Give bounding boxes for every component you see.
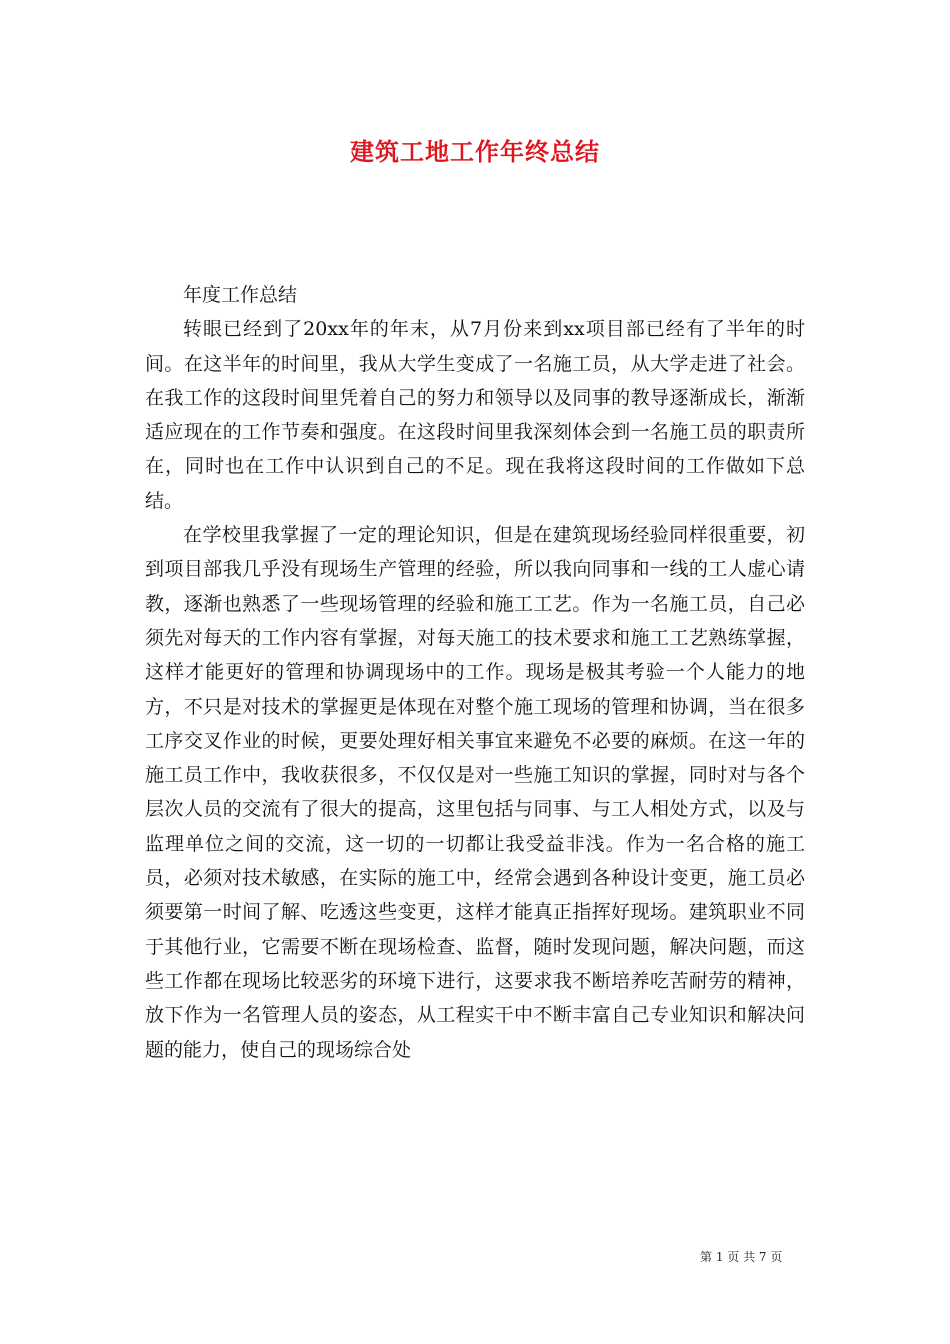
paragraph-intro: 转眼已经到了20xx年的年末，从7月份来到xx项目部已经有了半年的时间。在这半年的时间里，我从大学生变成了一名施工员，从大学走进了社会。在我工作的这段时间里凭着自己的努力和领导以及同事的教导逐渐成长，渐渐适应现在的工作节奏和强度。在这段时间里我深刻体会到一名施工员的职责所在，同时也在工作中认识到自己的不足。现在我将这段时间的工作做如下总结。	[145, 318, 805, 512]
document-body	[145, 278, 805, 1067]
document-title: 建筑工地工作年终总结	[350, 137, 600, 166]
paragraph-main: 在学校里我掌握了一定的理论知识，但是在建筑现场经验同样很重要，初到项目部我几乎没有现场生产管理的经验，所以我向同事和一线的工人虚心请教，逐渐也熟悉了一些现场管理的经验和施工工艺。作为一名施工员，自己必须先对每天的工作内容有掌握，对每天施工的技术要求和施工工艺熟练掌握，这样才能更好的管理和协调现场中的工作。现场是极其考验一个人能力的地方，不只是对技术的掌握更是体现在对整个施工现场的管理和协调，当在很多工序交叉作业的时候，更要处理好相关事宜来避免不必要的麻烦。在这一年的施工员工作中，我收获很多，不仅仅是对一些施工知识的掌握，同时对与各个层次人员的交流有了很大的提高，这里包括与同事、与工人相处方式，以及与监理单位之间的交流，这一切的一切都让我受益非浅。作为一名合格的施工员，必须对技术敏感，在实际的施工中，经常会遇到各种设计变更，施工员必须要第一时间了解、吃透这些变更，这样才能真正指挥好现场。建筑职业不同于其他行业，它需要不断在现场检查、监督，随时发现问题，解决问题，而这些工作都在现场比较恶劣的环境下进行，这要求我不断培养吃苦耐劳的精神，放下作为一名管理人员的姿态，从工程实干中不断丰富自己专业知识和解决问题的能力，使自己的现场综合处	[145, 524, 805, 1061]
page-number: 第 1 页 共 7 页	[700, 1250, 783, 1264]
paragraph-heading: 年度工作总结	[183, 284, 298, 306]
